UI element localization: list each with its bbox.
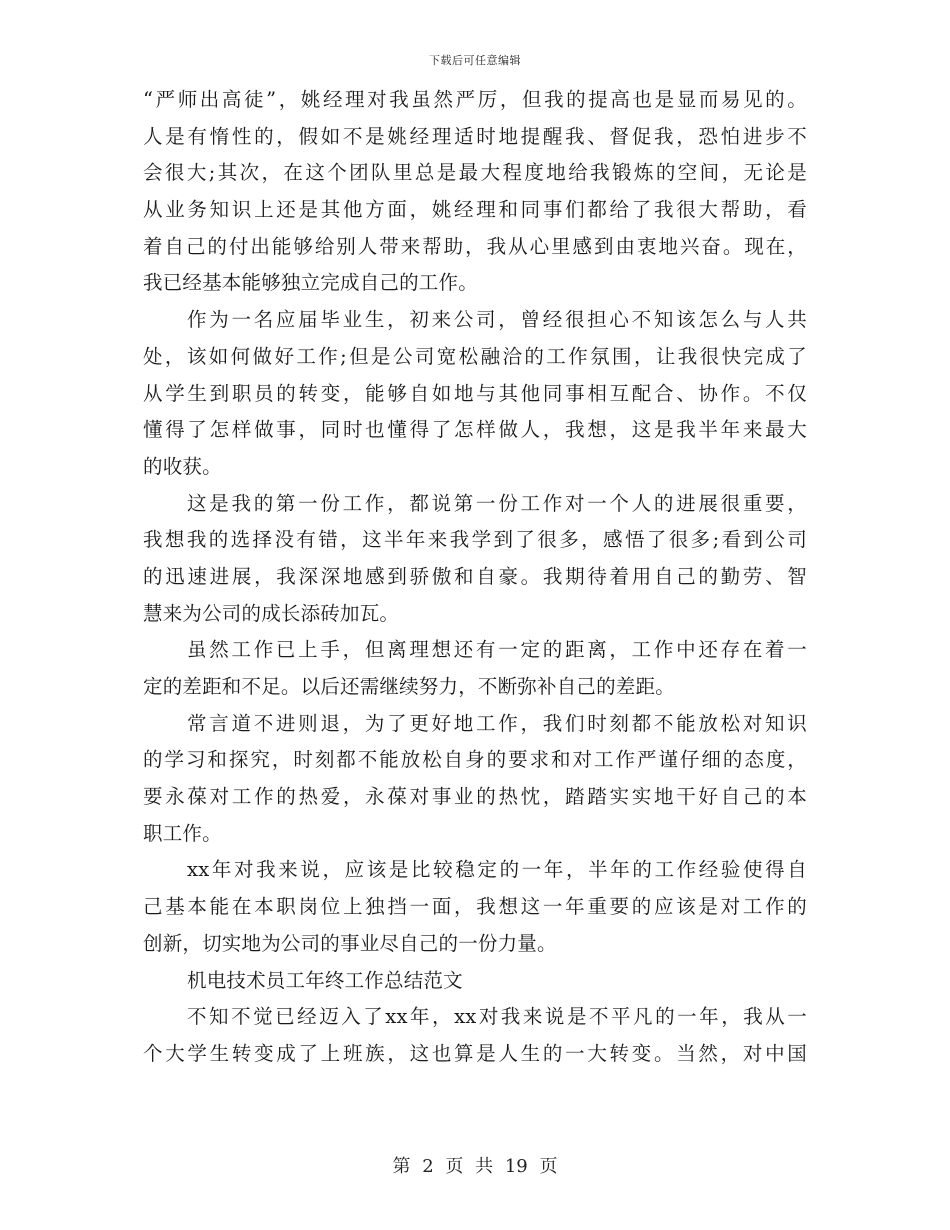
paragraph-first-line: 作为一名应届毕业生，初来公司，曾经很担心不知该怎么与人共 bbox=[187, 308, 807, 332]
text-line: 要永葆对工作的热爱，永葆对事业的热忱，踏踏实实地干好自己的本 bbox=[143, 785, 807, 809]
text-line: 着自己的付出能够给别人带来帮助，我从心里感到由衷地兴奋。现在， bbox=[143, 234, 807, 258]
paragraph-first-line: 常言道不进则退，为了更好地工作，我们时刻都不能放松对知识 bbox=[187, 711, 807, 735]
text-line: 的收获。 bbox=[143, 454, 222, 478]
text-line: “严师出高徒”，姚经理对我虽然严厉，但我的提高也是显而易见的。 bbox=[143, 88, 807, 111]
text-line: 人是有惰性的，假如不是姚经理适时地提醒我、督促我，恐怕进步不 bbox=[143, 124, 807, 148]
text-line: 从学生到职员的转变，能够自如地与其他同事相互配合、协作。不仅 bbox=[143, 381, 807, 405]
paragraph-first-line: 这是我的第一份工作，都说第一份工作对一个人的进展很重要， bbox=[187, 491, 807, 515]
page-header: 下载后可任意编辑 bbox=[429, 54, 521, 67]
text-line: 个大学生转变成了上班族，这也算是人生的一大转变。当然，对中国 bbox=[143, 1041, 807, 1065]
text-line: 从业务知识上还是其他方面，姚经理和同事们都给了我很大帮助，看 bbox=[143, 198, 807, 222]
text-line: 我已经基本能够独立完成自己的工作。 bbox=[143, 271, 478, 295]
text-line: 会很大;其次，在这个团队里总是最大程度地给我锻炼的空间，无论是 bbox=[143, 161, 807, 185]
text-line: 处，该如何做好工作;但是公司宽松融洽的工作氛围，让我很快完成了 bbox=[143, 344, 807, 368]
text-line: 创新，切实地为公司的事业尽自己的一份力量。 bbox=[143, 931, 557, 955]
text-line: 己基本能在本职岗位上独挡一面，我想这一年重要的应该是对工作的 bbox=[143, 895, 807, 919]
text-line: 慧来为公司的成长添砖加瓦。 bbox=[143, 601, 400, 625]
paragraph-first-line: 不知不觉已经迈入了xx年，xx对我来说是不平凡的一年，我从一 bbox=[187, 1005, 807, 1029]
page-footer: 第 2 页 共 19 页 bbox=[392, 1156, 558, 1177]
text-line: 懂得了怎样做事，同时也懂得了怎样做人，我想，这是我半年来最大 bbox=[143, 418, 807, 442]
text-line: 的迅速进展，我深深地感到骄傲和自豪。我期待着用自己的勤劳、智 bbox=[143, 564, 807, 588]
document-body bbox=[143, 82, 807, 1073]
text-line: 职工作。 bbox=[143, 821, 222, 845]
paragraph-first-line: xx年对我来说，应该是比较稳定的一年，半年的工作经验使得自 bbox=[187, 858, 807, 882]
text-line: 我想我的选择没有错，这半年来我学到了很多，感悟了很多;看到公司 bbox=[143, 528, 807, 552]
paragraph-first-line: 虽然工作已上手，但离理想还有一定的距离，工作中还存在着一 bbox=[187, 638, 807, 662]
text-line: 定的差距和不足。以后还需继续努力，不断弥补自己的差距。 bbox=[143, 675, 675, 698]
text-line: 的学习和探究，时刻都不能放松自身的要求和对工作严谨仔细的态度， bbox=[143, 748, 807, 772]
section-heading: 机电技术员工年终工作总结范文 bbox=[187, 968, 463, 992]
